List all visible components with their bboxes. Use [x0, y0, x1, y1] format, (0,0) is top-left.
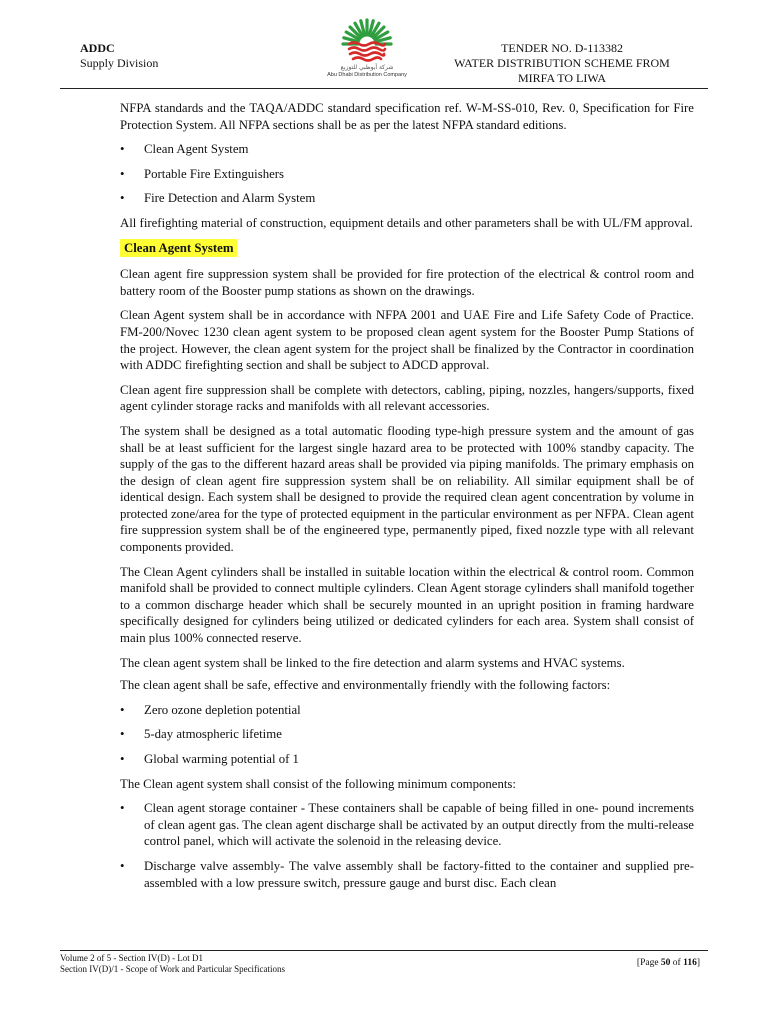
section-heading: [120, 240, 694, 257]
logo-emblem-icon: [322, 14, 412, 66]
header-divider: [60, 88, 708, 89]
list-item: • Clean Agent System: [120, 141, 694, 158]
section-heading-text: Clean Agent System: [120, 239, 237, 257]
addc-logo: [322, 14, 412, 82]
list-item: • Discharge valve assembly- The valve assembly shall be factory-fitted to the container and supplied pre-assembled with a low pressure switch, pressure gauge and burst disc. Each clean: [120, 858, 694, 891]
org-name: ADDC: [80, 41, 115, 55]
paragraph: The Clean agent system shall consist of the following minimum components:: [120, 776, 516, 791]
document-body: [120, 100, 694, 899]
paragraph: Clean agent fire suppression system shall be provided for fire protection of the electrical & control room and battery room of the Booster pump stations as shown on the drawings.: [120, 267, 694, 298]
project-title-line2: MIRFA TO LIWA: [517, 71, 606, 85]
list-item: • Portable Fire Extinguishers: [120, 166, 694, 183]
paragraph: The clean agent shall be safe, effective and environmentally friendly with the following factors:: [120, 678, 611, 693]
approval-paragraph: All firefighting material of construction, equipment details and other parameters shall be with UL/FM approval.: [120, 215, 693, 230]
division-name: Supply Division: [80, 56, 159, 70]
paragraph: Clean agent fire suppression shall be complete with detectors, cabling, piping, nozzles, hangers/supports, fixed agent cylinder storage racks and manifolds with all relevant accessories.: [120, 382, 694, 414]
paragraph: Clean Agent system shall be in accordance with NFPA 2001 and UAE Fire and Life Safety Code of Practice. FM-200/Novec 1230 clean agent system to be proposed clean agent system for the Booster Pump Stations of the project. However, the clean agent system for the project shall be finalized by the Contractor in coordination with ADDC firefighting section and shall be subject to ADCD approval.: [120, 308, 694, 373]
footer-left: [60, 953, 285, 975]
intro-paragraph: NFPA standards and the TAQA/ADDC standard specification ref. W-M-SS-010, Rev. 0, Specification for Fire Protection System. All NFPA sections shall be as per the latest NFPA standard editions.: [120, 101, 694, 132]
project-title-line1: WATER DISTRIBUTION SCHEME FROM: [454, 56, 670, 70]
factors-list: [120, 702, 694, 768]
current-page: 50: [660, 958, 671, 968]
tender-number: TENDER NO. D-113382: [501, 41, 623, 55]
list-item: • 5-day atmospheric lifetime: [120, 726, 694, 743]
page-number: [Page 50 of 116]: [636, 958, 700, 968]
paragraph: The Clean Agent cylinders shall be installed in suitable location within the electrical & control room. Common manifold shall be provided to connect multiple cylinders. Clean Agent storage cylinders shall manifold together to a common discharge header which shall be securely mounted in an upright position in framing hardware specifically designed for cylinders being utilized or dedicated cylinders for each area. System shall consist of main plus 100% connected reserve.: [120, 564, 694, 646]
list-item: • Clean agent storage container - These containers shall be capable of being filled in one- pound increments of clean agent gas. The clean agent discharge shall be activated by an output directly from the multi-release control panel, which will activate the solenoid in the releasing device.: [120, 800, 694, 850]
list-item: • Fire Detection and Alarm System: [120, 190, 694, 207]
paragraph: The clean agent system shall be linked to the fire detection and alarm systems and HVAC systems.: [120, 655, 625, 670]
footer-section: Section IV(D)/1 - Scope of Work and Particular Specifications: [60, 964, 286, 974]
header-right: [432, 41, 692, 86]
footer-divider: [60, 950, 708, 951]
paragraph: The system shall be designed as a total automatic flooding type-high pressure system and the amount of gas shall be at least sufficient for the largest single hazard area to be protected with 100% standby capacity. The supply of the gas to the different hazard areas shall be provided via piping manifolds. The primary emphasis on the design of clean agent fire suppression system shall be on reliability. All similar equipment shall be of identical design. Each system shall be designed to provide the required clean agent concentration by volume in protected zone/area for the type of protected equipment in the particular environment as per NFPA. Clean agent fire suppression system shall be of the engineered type, permanently piped, fixed nozzle type with all relevant components provided.: [120, 423, 694, 555]
header-left: [80, 41, 158, 71]
total-pages: 116: [683, 958, 697, 968]
list-item: • Global warming potential of 1: [120, 751, 694, 768]
components-list: [120, 800, 694, 891]
systems-list: [120, 141, 694, 207]
footer-volume: Volume 2 of 5 - Section IV(D) - Lot D1: [60, 953, 204, 963]
list-item: • Zero ozone depletion potential: [120, 702, 694, 719]
logo-english-text: Abu Dhabi Distribution Company: [327, 72, 407, 78]
logo-arabic-text: شركة أبوظبي للتوزيع: [340, 64, 394, 71]
